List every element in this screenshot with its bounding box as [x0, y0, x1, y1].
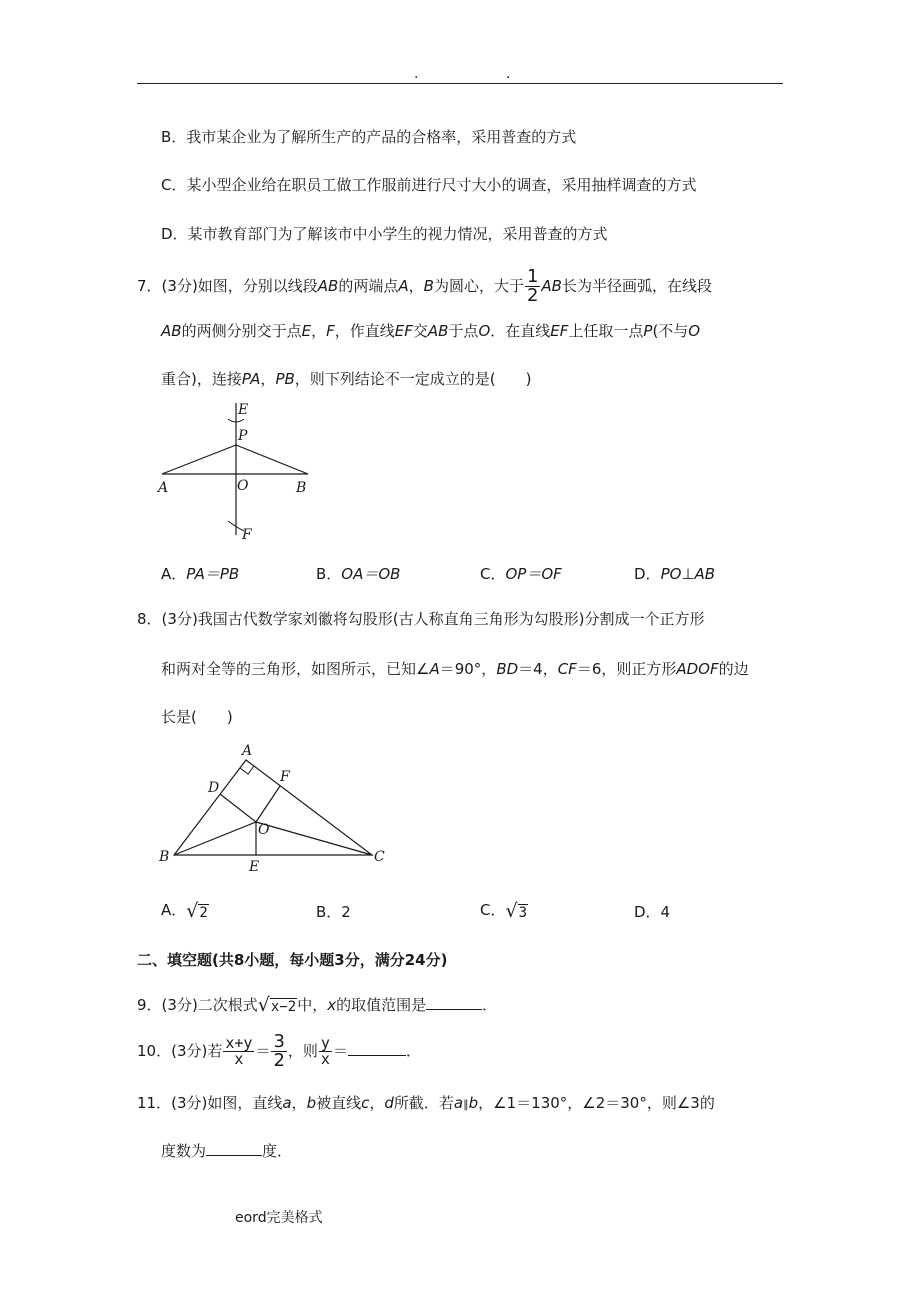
q8-label-o: O: [258, 822, 270, 838]
q7-half-fraction: $\frac{1}{2}$: [526, 266, 539, 306]
q8-option-b: B．2: [316, 903, 351, 921]
q11-answer-blank[interactable]: [206, 1155, 262, 1156]
q7-segment-pb: [236, 445, 308, 474]
q8-label-a: A: [242, 743, 253, 759]
q8-option-d: D．4: [634, 903, 671, 921]
q10-fraction-xy: $\frac{x+y}{x}$: [225, 1034, 253, 1068]
q8-label-d: D: [208, 780, 220, 796]
header-rule: [137, 83, 783, 84]
q10-line: 10．(3分)若 $\frac{x+y}{x}$ ＝ $\frac{3}{2}$ ，则 $\frac{y}{x}$ ＝ ．: [137, 1031, 421, 1071]
q9-line: 9．(3分)二次根式√x−2中，x的取值范围是 ．: [137, 994, 498, 1016]
q8-segment-co: [256, 822, 372, 855]
q7-line-3: 重合)，连接PA，PB，则下列结论不一定成立的是( ): [161, 370, 532, 388]
q7-label-f: F: [242, 527, 252, 543]
q8-label-c: C: [374, 849, 385, 865]
q7-option-a: A．PA＝PB: [161, 565, 240, 583]
footer-text: eord完美格式: [235, 1210, 323, 1226]
q7-segment-pa: [162, 445, 236, 474]
q9-answer-blank[interactable]: [426, 1009, 482, 1010]
q7-label-p: P: [238, 428, 248, 444]
q11-line-2: 度数为 度．: [161, 1142, 293, 1160]
section-2-title: 二、填空题(共8小题，每小题3分，满分24分): [137, 951, 448, 969]
q6-option-b: B．我市某企业为了解所生产的产品的合格率，采用普查的方式: [161, 128, 577, 146]
q11-line-1: 11．(3分)如图，直线a，b被直线c，d所截．若a∥b，∠1＝130°，∠2＝30°，则∠3的: [137, 1094, 715, 1112]
q8-option-c: C．√3: [480, 899, 528, 922]
q8-line-2: 和两对全等的三角形，如图所示，已知∠A＝90°，BD＝4，CF＝6，则正方形ADOF的边: [161, 660, 749, 678]
q8-label-e: E: [249, 859, 260, 875]
q6-option-c: C．某小型企业给在职员工做工作服前进行尺寸大小的调查，采用抽样调查的方式: [161, 176, 697, 194]
q8-label-b: B: [159, 849, 170, 865]
q8-right-angle-mark: [240, 766, 254, 774]
q7-figure: [150, 395, 330, 545]
q7-label-e: E: [238, 402, 249, 418]
q7-option-c: C．OP＝OF: [480, 565, 562, 583]
q7-line-2: AB的两侧分别交于点E，F，作直线EF交AB于点O．在直线EF上任取一点P(不与O: [161, 322, 701, 340]
q8-label-f: F: [280, 769, 290, 785]
q8-sqrt-2: √2: [186, 899, 208, 922]
q8-sqrt-3: √3: [505, 899, 528, 922]
q7-option-b: B．OA＝OB: [316, 565, 401, 583]
q7-line-1: 7．(3分)如图，分别以线段AB的两端点A，B为圆心，大于 $\frac{1}{2}$ AB长为半径画弧，在线段: [137, 266, 712, 306]
q9-sqrt: √x−2: [257, 994, 297, 1016]
q7-option-d: D．PO⊥AB: [634, 565, 716, 583]
q8-segment-do: [220, 794, 256, 822]
q10-fraction-3-2: $\frac{3}{2}$: [273, 1031, 285, 1071]
q7-label-o: O: [237, 478, 249, 494]
q10-fraction-yx: $\frac{y}{x}$: [320, 1034, 330, 1068]
q7-label-b: B: [296, 480, 307, 496]
header-dot-right: .: [506, 66, 511, 82]
q8-option-a: A．√2: [161, 899, 208, 922]
q10-answer-blank[interactable]: [348, 1055, 406, 1056]
header-dot-left: .: [414, 66, 419, 82]
q8-line-1: 8．(3分)我国古代数学家刘徽将勾股形(古人称直角三角形为勾股形)分割成一个正方形: [137, 610, 705, 628]
q8-figure: [150, 740, 400, 875]
q8-segment-fo: [256, 786, 280, 822]
q8-triangle-abc: [174, 760, 372, 855]
q6-option-d: D．某市教育部门为了解该市中小学生的视力情况，采用普查的方式: [161, 225, 608, 243]
q8-line-3: 长是( ): [161, 708, 233, 726]
q7-label-a: A: [158, 480, 169, 496]
